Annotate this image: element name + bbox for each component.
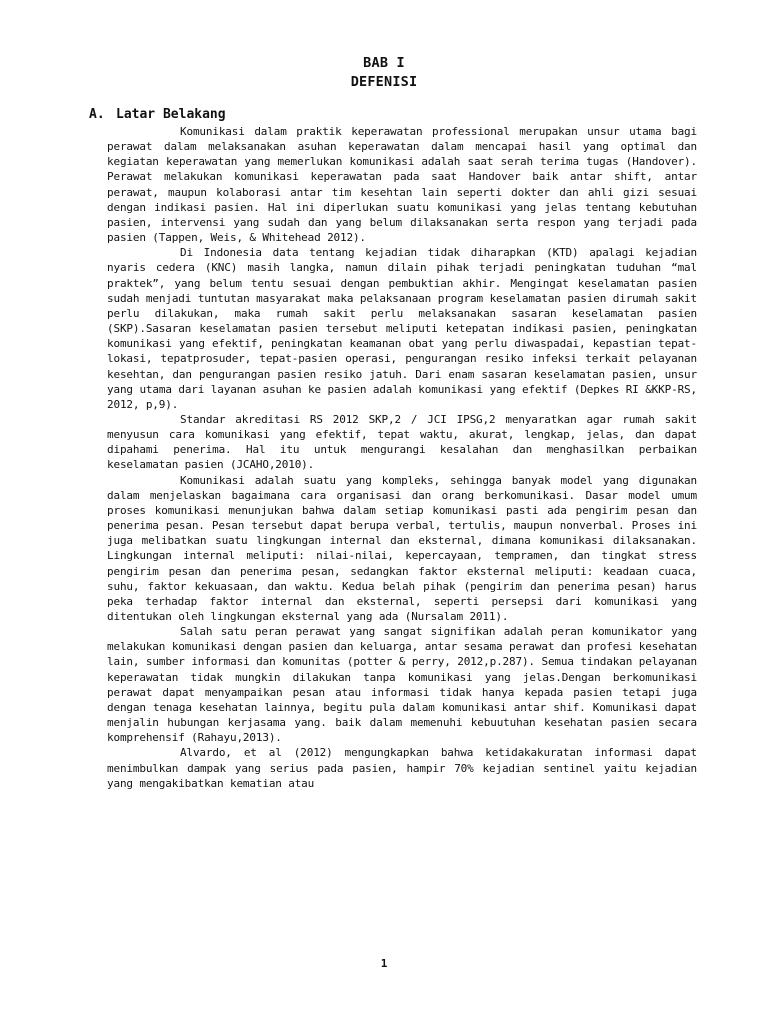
paragraph-1: Komunikasi dalam praktik keperawatan professional merupakan unsur utama bagi perawat dalam melaksanakan asuhan keperawatan dalam mencapai hasil yang optimal dan kegiatan keperawatan yang memerlukan komunikasi adalah saat serah terima tugas (Handover). Perawat melakukan komunikasi keperawatan pada saat Handover baik antar shift, antar perawat, maupun kolaborasi antar tim kesehtan lain seperti dokter dan ahli gizi sesuai dengan indikasi pasien. Hal ini diperlukan suatu komunikasi yang jelas tentang kebutuhan pasien, intervensi yang sudah dan yang belum dilaksanakan serta respon yang terjadi pada pasien (Tappen, Weis, & Whitehead 2012).: [107, 125, 697, 245]
body-text: [107, 124, 697, 791]
section-heading: [89, 106, 226, 124]
chapter-title: DEFENISI: [350, 74, 418, 90]
paragraph-5: Salah satu peran perawat yang sangat signifikan adalah peran komunikator yang melakukan komunikasi dengan pasien dan keluarga, antar sesama perawat dan profesi kesehatan lain, sumber informasi dan komunitas (potter & perry, 2012,p.287). Semua tindakan pelayanan keperawatan tidak mungkin dilakukan tanpa komunikasi yang jelas.Dengan berkomunikasi perawat dapat menyampaikan pesan atau informasi tidak hanya kepada pasien tetapi juga dengan tenaga kesehatan lainnya, begitu pula dalam komunikasi antar shif. Komunikasi dapat menjalin hubungan kerjasama yang. baik dalam memenuhi kebuutuhan kesehatan pasien secara komprehensif (Rahayu,2013).: [107, 625, 697, 745]
page-number: 1: [380, 957, 388, 970]
section-title: Latar Belakang: [116, 107, 226, 122]
paragraph-3: Standar akreditasi RS 2012 SKP,2 / JCI IPSG,2 menyaratkan agar rumah sakit menyusun cara komunikasi yang efektif, tepat waktu, akurat, lengkap, jelas, dan dapat dipahami penerima. Hal itu untuk mengurangi kesalahan dan menghasilkan perbaikan keselamatan pasien (JCAHO,2010).: [107, 412, 697, 472]
chapter-heading: [0, 54, 768, 92]
paragraph-6: Alvardo, et al (2012) mengungkapkan bahwa ketidakakuratan informasi dapat menimbulkan dampak yang serius pada pasien, hampir 70% kejadian sentinel yaitu kejadian yang mengakibatkan kematian atau: [107, 746, 697, 790]
chapter-label: BAB I: [363, 55, 405, 71]
paragraph-2: Di Indonesia data tentang kejadian tidak diharapkan (KTD) apalagi kejadian nyaris cedera (KNC) masih langka, namun dilain pihak terjadi peningkatan tuduhan “mal praktek”, yang belum tentu sesuai dengan pembuktian akhir. Mengingat keselamatan pasien sudah menjadi tuntutan masyarakat maka pelaksanaan program keselamatan pasien dirumah sakit perlu dilakukan, maka rumah sakit perlu melaksanakan sasaran keselamatan pasien (SKP).Sasaran keselamatan pasien tersebut meliputi ketepatan indikasi pasien, peningkatan komunikasi yang efektif, peningkatan keamanan obat yang perlu diwaspadai, kepastian tepat-lokasi, tepatprosuder, tepat-pasien operasi, pengurangan resiko infeksi terkait pelayanan kesehtan, dan pengurangan pasien resiko jatuh. Dari enam sasaran keselamatan pasien, unsur yang utama dari layanan asuhan ke pasien adalah komunikasi yang efektif (Depkes RI &KKP-RS, 2012, p,9).: [107, 246, 697, 411]
section-letter: A.: [89, 107, 105, 122]
paragraph-4: Komunikasi adalah suatu yang kompleks, sehingga banyak model yang digunakan dalam menjelaskan bagaimana cara organisasi dan orang berkomunikasi. Dasar model umum proses komunikasi menunjukan bahwa dalam setiap komunikasi pasti ada pengirim pesan dan penerima pesan. Pesan tersebut dapat berupa verbal, tertulis, maupun nonverbal. Proses ini juga melibatkan suatu lingkungan internal dan eksternal, dimana komunikasi dilaksanakan. Lingkungan internal meliputi: nilai-nilai, kepercayaan, tempramen, dan tingkat stress pengirim pesan dan penerima pesan, sedangkan faktor eksternal meliputi: keadaan cuaca, suhu, faktor kekuasaan, dan waktu. Kedua belah pihak (pengirim dan penerima pesan) harus peka terhadap faktor internal dan eksternal, seperti persepsi dari komunikasi yang ditentukan oleh lingkungan eksternal yang ada (Nursalam 2011).: [107, 473, 697, 623]
